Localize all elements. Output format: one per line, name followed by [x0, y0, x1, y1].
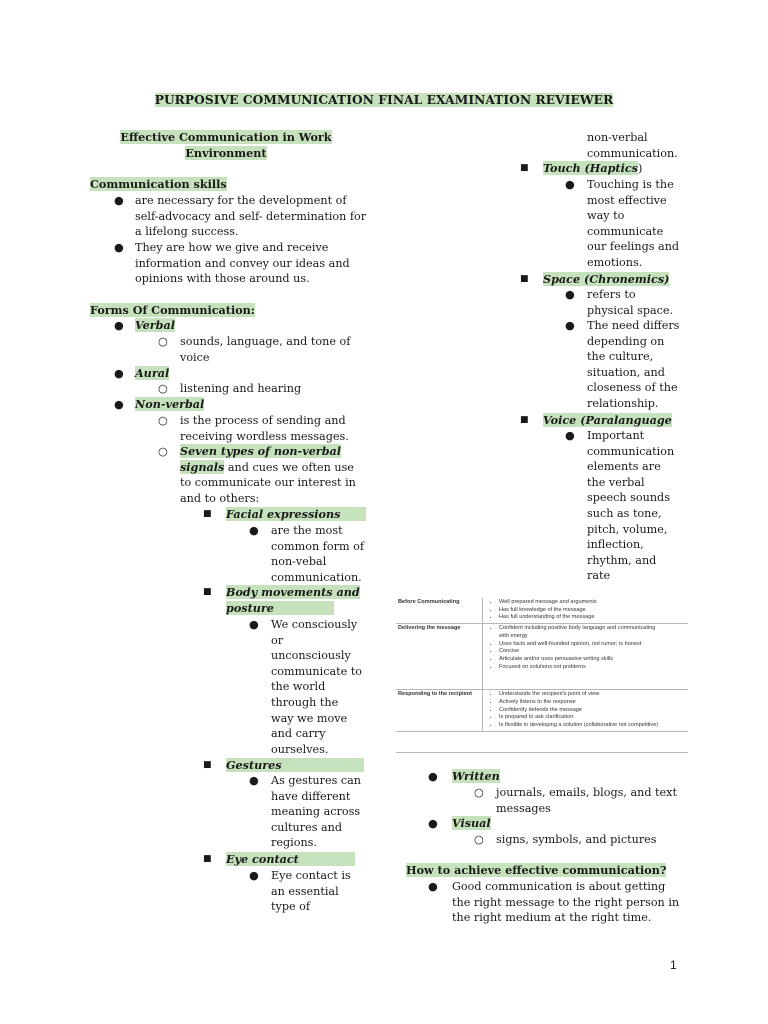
verbal-label: Verbal [135, 318, 175, 332]
verbal-desc: sounds, language, and tone of voice [180, 335, 351, 364]
square-bullet-icon: ■ [203, 760, 212, 770]
table-items-cell: • Understands the recipient's point of view • Actively listens to the response • Confidently defends the message • Is prepared to ask clarification • Is flexible in developing a solution (collaborative not competitive) [483, 690, 689, 732]
square-bullet-icon: ■ [520, 274, 529, 284]
how-desc: Good communication is about getting the right message to the right person in the right medium at the right time. [452, 880, 680, 925]
bullet-icon: ● [114, 241, 124, 254]
right-column [390, 0, 768, 1024]
eye-contact-label: Eye contact [226, 852, 355, 868]
bullet-icon: ● [565, 178, 575, 191]
written-desc: journals, emails, blogs, and text messages [496, 786, 677, 815]
bullet-icon: ● [428, 880, 438, 893]
eye-contact-desc: Eye contact is an essential type of [271, 869, 351, 914]
bullet-icon: ● [249, 524, 259, 537]
bullet-icon: ● [249, 869, 259, 882]
table-head-cell: Delivering the message [396, 624, 483, 690]
gestures-label: Gestures [226, 758, 364, 774]
square-bullet-icon: ■ [203, 587, 212, 597]
table-items-cell: • Confident including positive body language and communicating with energy • Uses facts and well-founded opinion, not rumor; is honest • Concise • Articulate and/or uses persuasive writing skills • Focused on solutions not problems [483, 624, 689, 690]
gestures-desc: As gestures can have different meaning across cultures and regions. [271, 774, 362, 850]
visual-label: Visual [452, 816, 491, 830]
hollow-bullet-icon: ○ [474, 833, 484, 846]
forms-heading: Forms Of Communication: [90, 303, 255, 317]
square-bullet-icon: ■ [203, 854, 212, 864]
how-heading: How to achieve effective communication? [406, 863, 667, 877]
bullet-icon: ● [114, 398, 124, 411]
table-row [396, 598, 688, 624]
communication-stages-table [396, 598, 688, 753]
nonverbal-label: Non-verbal [135, 397, 205, 411]
skills-bullet-1: are necessary for the development of self-advocacy and self- determination for a lifelong success. [135, 194, 367, 239]
touch-desc: Touching is the most effective way to communicate our feelings and emotions. [587, 178, 680, 269]
section-title: Effective Communication in Work Environment [120, 130, 332, 160]
hollow-bullet-icon: ○ [474, 786, 484, 799]
bullet-icon: ● [114, 319, 124, 332]
table-head-cell: Before Communicating [396, 598, 483, 624]
touch-label: Touch (Haptics) [543, 161, 643, 175]
written-label: Written [452, 769, 500, 783]
aural-label: Aural [135, 366, 170, 380]
bullet-icon: ● [114, 194, 124, 207]
facial-expressions-desc: are the most common form of non-vebal communication. [271, 524, 364, 584]
square-bullet-icon: ■ [203, 509, 212, 519]
hollow-bullet-icon: ○ [158, 382, 168, 395]
skills-bullet-2: They are how we give and receive information and convey our ideas and opinions with those around us. [135, 241, 350, 286]
visual-desc: signs, symbols, and pictures [496, 833, 657, 846]
body-movements-label: Body movements and posture [226, 585, 360, 615]
bullet-icon: ● [249, 618, 259, 631]
aural-desc: listening and hearing [180, 382, 302, 395]
communication-skills-heading: Communication skills [90, 177, 227, 191]
nonverbal-desc-1: is the process of sending and receiving wordless messages. [180, 414, 349, 443]
bullet-icon: ● [565, 288, 575, 301]
bullet-icon: ● [114, 367, 124, 380]
page-number: 1 [670, 958, 677, 972]
square-bullet-icon: ■ [520, 163, 529, 173]
bullet-icon: ● [565, 319, 575, 332]
nonverbal-desc-2: Seven types of non-verbal signals and cues we often use to communicate our interest in and to others: [180, 444, 356, 505]
stages-table [396, 598, 688, 732]
document-title: PURPOSIVE COMMUNICATION FINAL EXAMINATION REVIEWER [154, 93, 614, 107]
square-bullet-icon: ■ [520, 415, 529, 425]
table-items-cell: • Well prepared message and arguments • Has full knowledge of the message • Has full understanding of the message [483, 598, 689, 624]
bullet-icon: ● [428, 770, 438, 783]
continued-text: non-verbal communication. [587, 131, 678, 160]
space-desc-1: refers to physical space. [587, 288, 674, 317]
table-row [396, 690, 688, 732]
voice-desc: Important communication elements are the verbal speech sounds such as tone, pitch, volume, inflection, rhythm, and rate [587, 429, 675, 583]
table-row [396, 624, 688, 690]
hollow-bullet-icon: ○ [158, 445, 168, 458]
space-desc-2: The need differs depending on the culture, situation, and closeness of the relationship. [587, 319, 680, 410]
bullet-icon: ● [565, 429, 575, 442]
table-head-cell: Responding to the recipient [396, 690, 483, 732]
facial-expressions-label: Facial expressions [226, 507, 366, 523]
bullet-icon: ● [249, 774, 259, 787]
voice-label: Voice (Paralanguage [543, 413, 672, 427]
bullet-icon: ● [428, 817, 438, 830]
hollow-bullet-icon: ○ [158, 335, 168, 348]
body-movements-desc: We consciously or unconsciously communicate to the world through the way we move and carry ourselves. [271, 618, 363, 756]
space-label: Space (Chronemics) [543, 272, 670, 286]
hollow-bullet-icon: ○ [158, 414, 168, 427]
